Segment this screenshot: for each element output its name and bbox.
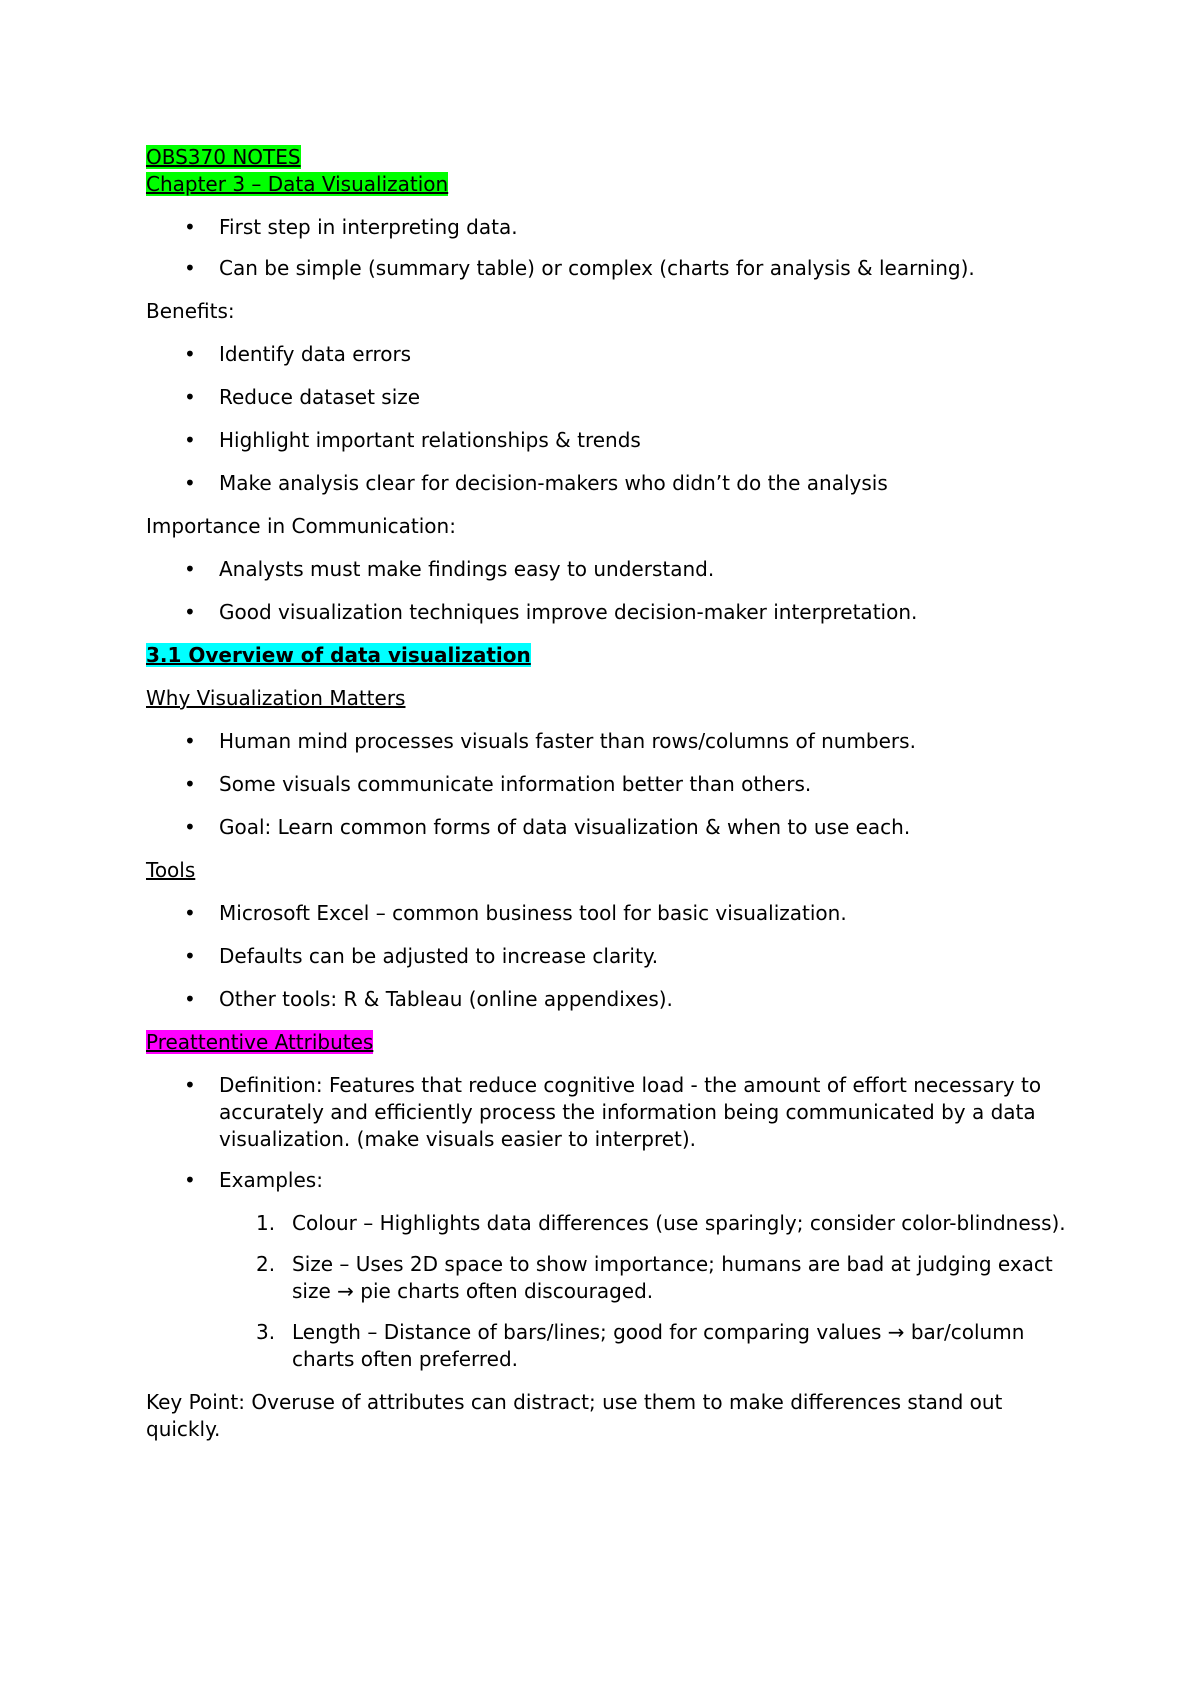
- list-item: • Defaults can be adjusted to increase clarity.: [184, 944, 659, 968]
- bullet-icon: •: [184, 215, 196, 239]
- list-item: • Other tools: R & Tableau (online appendixes).: [184, 987, 673, 1011]
- bullet-icon: •: [184, 557, 196, 581]
- list-item: 3. Length – Distance of bars/lines; good for comparing values → bar/column charts often preferred.: [256, 1320, 1025, 1371]
- intro-list: [146, 214, 1076, 282]
- list-item: • Make analysis clear for decision-makers who didn’t do the analysis: [184, 471, 888, 495]
- list-item: • Goal: Learn common forms of data visualization & when to use each.: [184, 815, 911, 839]
- why-label: Why Visualization Matters: [146, 686, 406, 710]
- list-item: • Human mind processes visuals faster than rows/columns of numbers.: [184, 729, 916, 753]
- bullet-icon: •: [184, 944, 196, 968]
- bullet-icon: •: [184, 1168, 196, 1192]
- list-item: 1. Colour – Highlights data differences (use sparingly; consider color-blindness).: [256, 1211, 1066, 1235]
- list-item: • Can be simple (summary table) or complex (charts for analysis & learning).: [184, 256, 975, 280]
- list-item: • Highlight important relationships & trends: [184, 428, 641, 452]
- bullet-icon: •: [184, 471, 196, 495]
- section-heading: 3.1 Overview of data visualization: [146, 643, 531, 667]
- list-item: • Some visuals communicate information better than others.: [184, 772, 812, 796]
- list-item: • Microsoft Excel – common business tool for basic visualization.: [184, 901, 847, 925]
- bullet-icon: •: [184, 772, 196, 796]
- communication-label: Importance in Communication:: [146, 514, 456, 538]
- tools-label: Tools: [146, 858, 196, 882]
- bullet-icon: •: [184, 600, 196, 624]
- bullet-icon: •: [184, 729, 196, 753]
- bullet-icon: •: [184, 815, 196, 839]
- bullet-icon: •: [184, 1073, 196, 1097]
- list-item: 2. Size – Uses 2D space to show importance; humans are bad at judging exact size → pie charts often discouraged.: [256, 1252, 1053, 1303]
- bullet-icon: •: [184, 901, 196, 925]
- examples-list: [146, 1210, 1076, 1373]
- list-item: • Analysts must make findings easy to understand.: [184, 557, 715, 581]
- bullet-icon: •: [184, 256, 196, 280]
- key-point: Key Point: Overuse of attributes can distract; use them to make differences stand out quickly.: [146, 1390, 1003, 1441]
- benefits-list: [146, 341, 1076, 497]
- why-list: [146, 728, 1076, 841]
- list-item: • Good visualization techniques improve decision-maker interpretation.: [184, 600, 918, 624]
- preattentive-label: Preattentive Attributes: [146, 1030, 374, 1054]
- chapter-title: Chapter 3 – Data Visualization: [146, 172, 449, 196]
- communication-list: [146, 556, 1076, 626]
- list-item: • Examples:: [184, 1168, 323, 1192]
- list-item: • First step in interpreting data.: [184, 215, 518, 239]
- bullet-icon: •: [184, 428, 196, 452]
- bullet-icon: •: [184, 987, 196, 1011]
- bullet-icon: •: [184, 385, 196, 409]
- course-title: OBS370 NOTES: [146, 145, 301, 169]
- list-item: • Reduce dataset size: [184, 385, 421, 409]
- list-item: • Identify data errors: [184, 342, 412, 366]
- document-page: [146, 144, 1076, 1443]
- list-item: • Definition: Features that reduce cognitive load - the amount of effort necessary to accurately and efficiently process the information being communicated by a data visualization. (make visuals easier to interpret).: [184, 1073, 1042, 1151]
- preattentive-list: [146, 1072, 1076, 1194]
- tools-list: [146, 900, 1076, 1013]
- benefits-label: Benefits:: [146, 299, 235, 323]
- bullet-icon: •: [184, 342, 196, 366]
